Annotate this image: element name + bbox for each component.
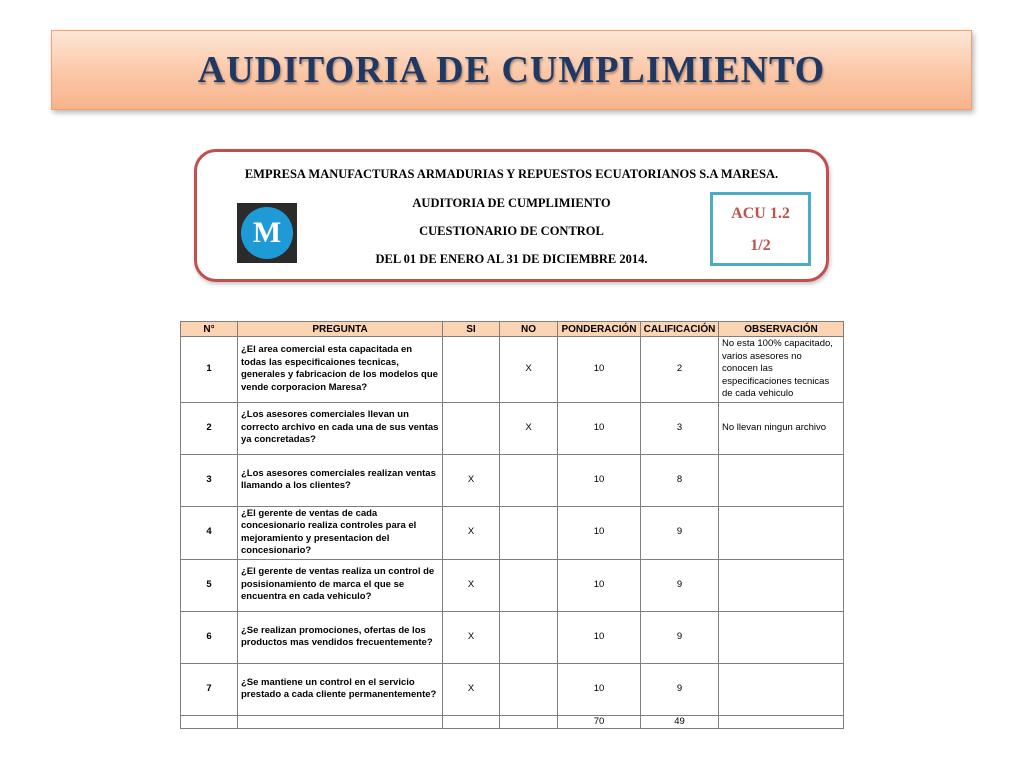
- row-observation: No esta 100% capacitado, varios asesores no conocen las especificaciones tecnicas de cada vehiculo: [719, 337, 844, 403]
- document-header: [194, 149, 829, 282]
- row-observation: [719, 611, 844, 663]
- logo-circle: [241, 207, 293, 259]
- row-number: 7: [181, 663, 238, 715]
- row-weight: 10: [558, 454, 641, 506]
- header-observation: OBSERVACIÓN: [719, 322, 844, 337]
- row-weight: 10: [558, 611, 641, 663]
- row-no: [500, 506, 558, 559]
- row-question: ¿Los asesores comerciales realizan ventas llamando a los clientes?: [238, 454, 443, 506]
- table-row: [181, 402, 844, 454]
- row-observation: No llevan ningun archivo: [719, 402, 844, 454]
- header-yes: SI: [443, 322, 500, 337]
- row-observation: [719, 454, 844, 506]
- table-row: [181, 337, 844, 403]
- totals-blank: [443, 715, 500, 729]
- row-yes: [443, 337, 500, 403]
- row-no: X: [500, 337, 558, 403]
- table-row: [181, 611, 844, 663]
- row-score: 9: [641, 506, 719, 559]
- header-question: PREGUNTA: [238, 322, 443, 337]
- totals-blank: [181, 715, 238, 729]
- row-weight: 10: [558, 506, 641, 559]
- row-yes: X: [443, 559, 500, 611]
- row-yes: X: [443, 506, 500, 559]
- row-question: ¿Se mantiene un control en el servicio prestado a cada cliente permanentemente?: [238, 663, 443, 715]
- row-no: [500, 559, 558, 611]
- total-weight: 70: [558, 715, 641, 729]
- row-yes: X: [443, 454, 500, 506]
- document-code: ACU 1.2: [731, 205, 790, 222]
- row-question: ¿El gerente de ventas realiza un control de posisionamiento de marca el que se encuentra en cada vehiculo?: [238, 559, 443, 611]
- row-yes: X: [443, 663, 500, 715]
- table-row: [181, 559, 844, 611]
- row-question: ¿Los asesores comerciales llevan un correcto archivo en cada una de sus ventas ya concretadas?: [238, 402, 443, 454]
- totals-blank: [719, 715, 844, 729]
- row-weight: 10: [558, 663, 641, 715]
- header-weight: PONDERACIÓN: [558, 322, 641, 337]
- totals-blank: [500, 715, 558, 729]
- row-observation: [719, 506, 844, 559]
- row-question: ¿El area comercial esta capacitada en todas las especificaiones tecnicas, generales y fabricacion de los modelos que vende corporacion Maresa?: [238, 337, 443, 403]
- row-score: 9: [641, 559, 719, 611]
- row-score: 9: [641, 663, 719, 715]
- row-yes: [443, 402, 500, 454]
- header-score: CALIFICACIÓN: [641, 322, 719, 337]
- table-header-row: [181, 322, 844, 337]
- row-number: 3: [181, 454, 238, 506]
- row-question: ¿El gerente de ventas de cada concesionario realiza controles para el mejoramiento y presentacion del concesionario?: [238, 506, 443, 559]
- row-observation: [719, 559, 844, 611]
- row-score: 3: [641, 402, 719, 454]
- header-number: N°: [181, 322, 238, 337]
- row-number: 2: [181, 402, 238, 454]
- audit-subtitle: AUDITORIA DE CUMPLIMIENTO: [412, 196, 611, 210]
- row-number: 5: [181, 559, 238, 611]
- row-score: 2: [641, 337, 719, 403]
- audit-period: DEL 01 DE ENERO AL 31 DE DICIEMBRE 2014.: [375, 252, 648, 266]
- totals-blank: [238, 715, 443, 729]
- company-name: EMPRESA MANUFACTURAS ARMADURIAS Y REPUESTOS ECUATORIANOS S.A MARESA.: [244, 167, 779, 181]
- document-type: CUESTIONARIO DE CONTROL: [419, 224, 604, 238]
- row-weight: 10: [558, 337, 641, 403]
- table-row: [181, 663, 844, 715]
- row-weight: 10: [558, 559, 641, 611]
- row-no: [500, 611, 558, 663]
- row-observation: [719, 663, 844, 715]
- document-code-box: [710, 192, 811, 266]
- logo-letter: M: [252, 216, 282, 249]
- row-no: [500, 454, 558, 506]
- header-no: NO: [500, 322, 558, 337]
- questionnaire-table: [180, 321, 844, 729]
- row-number: 4: [181, 506, 238, 559]
- row-score: 8: [641, 454, 719, 506]
- row-yes: X: [443, 611, 500, 663]
- row-number: 6: [181, 611, 238, 663]
- page-number: 1/2: [750, 237, 771, 254]
- total-score: 49: [641, 715, 719, 729]
- row-score: 9: [641, 611, 719, 663]
- row-weight: 10: [558, 402, 641, 454]
- row-number: 1: [181, 337, 238, 403]
- table-row: [181, 454, 844, 506]
- row-question: ¿Se realizan promociones, ofertas de los productos mas vendidos frecuentemente?: [238, 611, 443, 663]
- totals-row: [181, 715, 844, 729]
- page-title: AUDITORIA DE CUMPLIMIENTO: [197, 49, 826, 91]
- company-logo: [237, 203, 297, 263]
- title-banner: [51, 30, 972, 110]
- row-no: X: [500, 402, 558, 454]
- table-row: [181, 506, 844, 559]
- row-no: [500, 663, 558, 715]
